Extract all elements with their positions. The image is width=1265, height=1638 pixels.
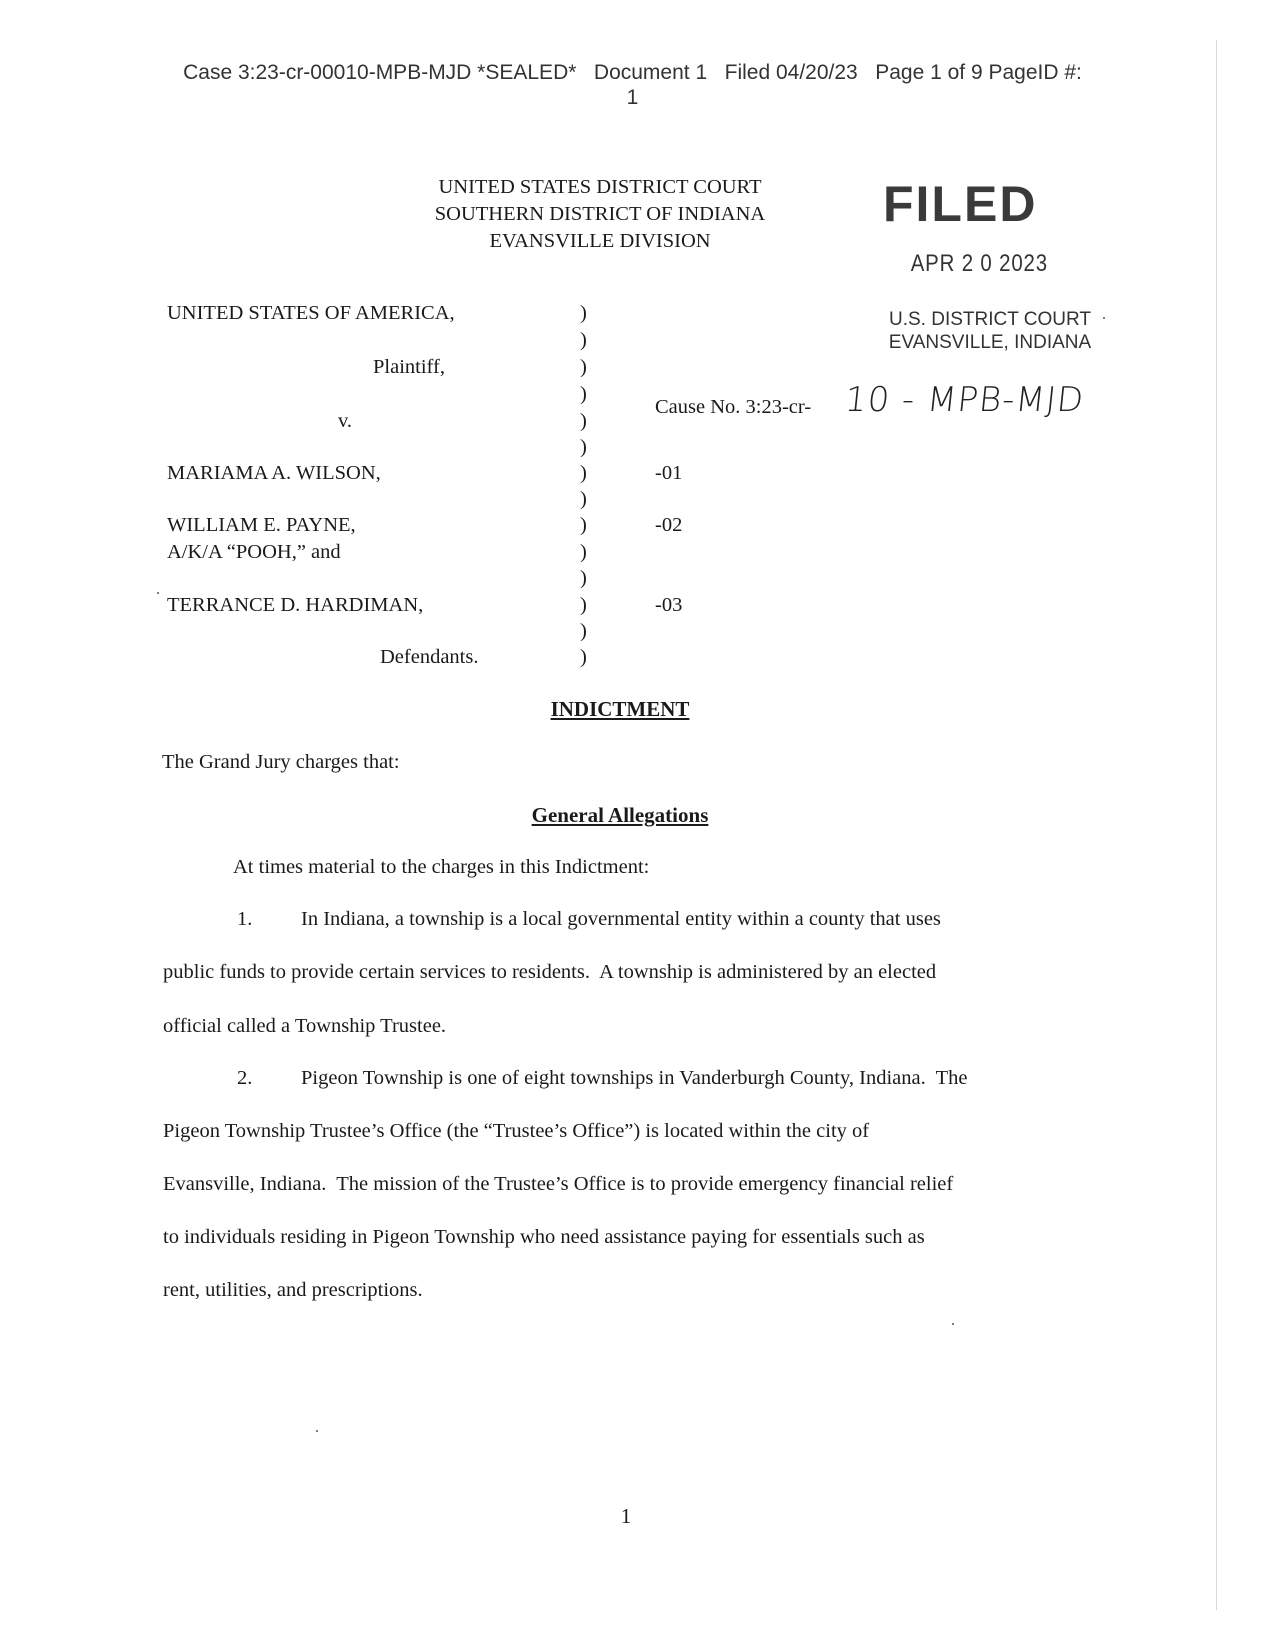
- caption-paren: ): [580, 410, 587, 432]
- filed-word: FILED: [883, 176, 1038, 232]
- intro-text: The Grand Jury charges that:: [162, 751, 400, 773]
- ecf-header-line1: Case 3:23-cr-00010-MPB-MJD *SEALED* Document 1 Filed 04/20/23 Page 1 of 9 PageID #:: [183, 61, 1082, 84]
- court-name: UNITED STATES DISTRICT COURT: [438, 176, 762, 198]
- caption-paren: ): [580, 488, 587, 510]
- scan-speck: [316, 1430, 318, 1432]
- filed-stamp: [875, 176, 1105, 278]
- paragraph-2-line: Evansville, Indiana. The mission of the Trustee’s Office is to provide emergency financial relief: [163, 1173, 954, 1195]
- paragraph-1-line: official called a Township Trustee.: [163, 1015, 447, 1037]
- scan-speck: [952, 1323, 954, 1325]
- plaintiff-role: Plaintiff,: [373, 356, 445, 378]
- paragraph-1-number: 1.: [237, 908, 253, 930]
- paragraph-2-line: rent, utilities, and prescriptions.: [163, 1279, 423, 1301]
- section-title: General Allegations: [531, 803, 709, 827]
- caption-paren: ): [580, 567, 587, 589]
- filed-court-line1: U.S. DISTRICT COURT: [889, 309, 1091, 330]
- caption-paren: ): [580, 514, 587, 536]
- court-heading: [380, 174, 820, 255]
- document-title: INDICTMENT: [550, 697, 690, 721]
- caption-paren: ): [580, 302, 587, 324]
- preamble-text: At times material to the charges in this Indictment:: [233, 856, 650, 878]
- scan-speck: [1103, 317, 1105, 319]
- caption-paren: ): [580, 383, 587, 405]
- filed-date: APR 2 0 2023: [910, 250, 1048, 277]
- paragraph-2-line: to individuals residing in Pigeon Township who need assistance paying for essentials such as: [163, 1226, 925, 1248]
- filed-court: [865, 308, 1115, 354]
- ecf-header: [0, 60, 1265, 110]
- ecf-header-line2: 1: [626, 86, 639, 109]
- defendant-1-name: MARIAMA A. WILSON,: [167, 462, 381, 484]
- defendant-1-suffix: -01: [655, 462, 683, 484]
- paragraph-2-number: 2.: [237, 1067, 253, 1089]
- caption-paren: ): [580, 436, 587, 458]
- paragraph-1-line: In Indiana, a township is a local governmental entity within a county that uses: [301, 908, 941, 930]
- paragraph-2-line: Pigeon Township is one of eight townships in Vanderburgh County, Indiana. The: [301, 1067, 968, 1089]
- caption-paren: ): [580, 646, 587, 668]
- caption-paren: ): [580, 541, 587, 563]
- page-number: 1: [620, 1504, 632, 1528]
- paragraph-1-line: public funds to provide certain services to residents. A township is administered by an elected: [163, 961, 937, 983]
- caption-paren: ): [580, 356, 587, 378]
- scan-speck: [157, 592, 159, 594]
- filed-court-line2: EVANSVILLE, INDIANA: [888, 332, 1092, 353]
- caption-paren: ): [580, 620, 587, 642]
- defendant-2-suffix: -02: [655, 514, 683, 536]
- defendant-2-name: WILLIAM E. PAYNE,: [167, 514, 356, 536]
- caption-paren: ): [580, 594, 587, 616]
- versus: v.: [338, 410, 353, 432]
- court-division: EVANSVILLE DIVISION: [489, 230, 711, 252]
- caption-paren: ): [580, 462, 587, 484]
- defendants-role: Defendants.: [380, 646, 479, 668]
- paragraph-2-line: Pigeon Township Trustee’s Office (the “Trustee’s Office”) is located within the city of: [163, 1120, 870, 1142]
- cause-number-handwritten: 10 - MPB-MJD: [842, 380, 1087, 420]
- defendant-3-name: TERRANCE D. HARDIMAN,: [167, 594, 424, 616]
- court-district: SOUTHERN DISTRICT OF INDIANA: [434, 203, 766, 225]
- caption-paren: ): [580, 329, 587, 351]
- defendant-2-aka: A/K/A “POOH,” and: [167, 541, 341, 563]
- defendant-3-suffix: -03: [655, 594, 683, 616]
- plaintiff-name: UNITED STATES OF AMERICA,: [167, 302, 455, 324]
- cause-number-label: Cause No. 3:23-cr-: [655, 396, 812, 418]
